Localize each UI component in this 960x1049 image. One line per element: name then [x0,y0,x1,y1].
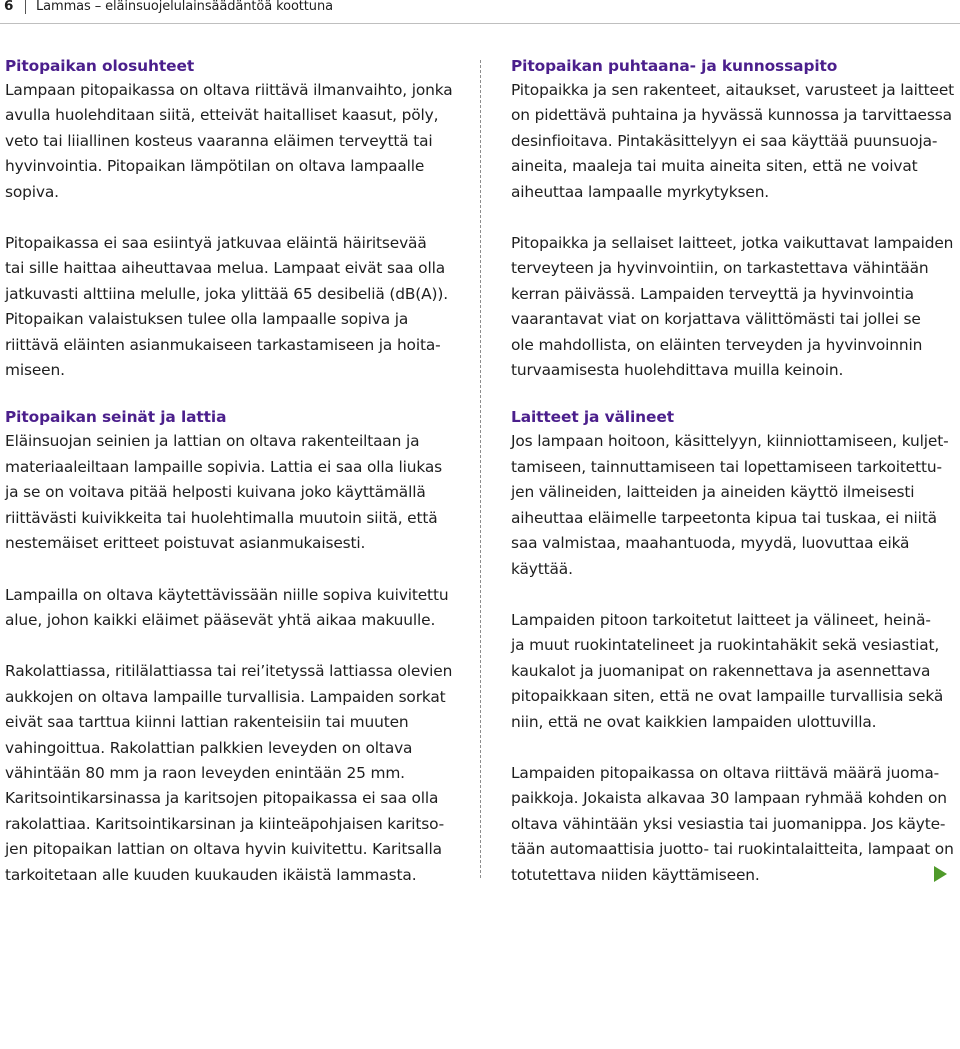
text-line: oltava vähintään yksi vesiastia tai juomanippa. Jos käyte- [511,814,946,833]
text-line: veto tai liiallinen kosteus vaaranna eläimen terveyttä tai [5,131,433,150]
paragraph [5,583,453,634]
right-column [511,58,959,888]
header-separator [25,0,26,14]
running-header [0,0,960,13]
text-line: kaukalot ja juomanipat on rakennettava ja asennettava [511,661,931,680]
section-heading: Pitopaikan seinät ja lattia [5,408,227,427]
text-line: ole mahdollista, on eläinten terveyden ja hyvinvoinnin [511,335,923,354]
text-line: aiheuttaa lampaalle myrkytyksen. [511,182,770,201]
text-line: on pidettävä puhtaina ja hyvässä kunnossa ja tarvittaessa [511,106,952,125]
text-line: nestemäiset eritteet poistuvat asianmukaisesti. [5,534,366,553]
paragraph [5,659,453,888]
text-line: Lampaiden pitoon tarkoitetut laitteet ja välineet, heinä- [511,610,931,629]
text-line: Lampaiden pitopaikassa on oltava riittävä määrä juoma- [511,763,940,782]
paragraph [511,78,959,205]
text-line: turvaamisesta huolehdittava muilla keinoin. [511,361,844,380]
paragraph [5,231,453,383]
text-line: jatkuvasti alttiina melulle, joka ylittää 65 desibeliä (dB(A)). [5,284,448,303]
left-column [5,58,453,888]
text-line: riittävästi kuivikkeita tai huolehtimalla muutoin siitä, että [5,508,438,527]
text-line: Rakolattiassa, ritilälattiassa tai rei’itetyssä lattiassa olevien [5,662,453,681]
text-line: Eläinsuojan seinien ja lattian on oltava rakenteiltaan ja [5,432,420,451]
column-divider [480,60,481,878]
text-line: Pitopaikassa ei saa esiintyä jatkuvaa eläintä häiritsevää [5,234,427,253]
text-line: avulla huolehditaan siitä, etteivät haitalliset kaasut, pöly, [5,106,439,125]
text-line: aineita, maaleja tai muita aineita siten, että ne voivat [511,157,918,176]
text-line: vahingoittua. Rakolattian palkkien leveyden on oltava [5,738,413,757]
header-rule [0,23,960,24]
text-line: saa valmistaa, maahantuoda, myydä, luovuttaa eikä [511,534,910,553]
text-line: paikkoja. Jokaista alkavaa 30 lampaan ryhmää kohden on [511,789,947,808]
continue-arrow-icon [934,866,947,882]
text-line: materiaaleiltaan lampaille sopivia. Lattia ei saa olla liukas [5,457,443,476]
text-line: riittävä eläinten asianmukaiseen tarkastamiseen ja hoita- [5,335,441,354]
text-line: tään automaattisia juotto- tai ruokintalaitteita, lampaat on [511,840,954,859]
text-line: totutettava niiden käyttämiseen. [511,865,760,884]
section-heading: Laitteet ja välineet [511,408,674,427]
text-line: eivät saa tarttua kiinni lattian rakenteisiin tai muuten [5,713,409,732]
publication-title: Lammas – eläinsuojelulainsäädäntöä koottuna [36,0,333,14]
text-line: Lampaan pitopaikassa on oltava riittävä ilmanvaihto, jonka [5,81,453,99]
text-line: alue, johon kaikki eläimet pääsevät yhtä aikaa makuulle. [5,610,436,629]
text-line: tai sille haittaa aiheuttavaa melua. Lampaat eivät saa olla [5,259,445,278]
text-line: ja muut ruokintatelineet ja ruokintahäkit sekä vesiastiat, [511,636,940,655]
text-line: vähintään 80 mm ja raon leveyden enintään 25 mm. [5,763,405,782]
text-line: tamiseen, tainnuttamiseen tai lopettamiseen tarkoitettu- [511,457,942,476]
text-line: kerran päivässä. Lampaiden terveyttä ja hyvinvointia [511,284,914,303]
text-line: Pitopaikka ja sen rakenteet, aitaukset, varusteet ja laitteet [511,81,955,99]
page-number: 6 [4,0,14,14]
section-heading: Pitopaikan olosuhteet [5,57,195,75]
text-line: Pitopaikka ja sellaiset laitteet, jotka vaikuttavat lampaiden [511,234,954,253]
paragraph [5,429,453,556]
text-line: tarkoitetaan alle kuuden kuukauden ikäistä lammasta. [5,865,417,884]
text-line: miseen. [5,361,65,380]
paragraph [511,608,959,735]
text-line: desinfioitava. Pintakäsittelyyn ei saa käyttää puunsuoja- [511,131,938,150]
paragraph [5,78,453,205]
text-line: niin, että ne ovat kaikkien lampaiden ulottuvilla. [511,712,877,731]
text-line: rakolattiaa. Karitsointikarsinan ja kiinteäpohjaisen karitso- [5,814,445,833]
text-line: vaarantavat viat on korjattava välittömästi tai jollei se [511,310,921,329]
text-line: käyttää. [511,559,573,578]
text-line: Pitopaikan valaistuksen tulee olla lampaalle sopiva ja [5,310,409,329]
text-line: Karitsointikarsinassa ja karitsojen pitopaikassa ei saa olla [5,789,439,808]
text-line: pitopaikkaan siten, että ne ovat lampaille turvallisia sekä [511,687,944,706]
text-line: aiheuttaa eläimelle tarpeetonta kipua tai tuskaa, ei niitä [511,508,937,527]
paragraph [511,231,959,383]
text-line: hyvinvointia. Pitopaikan lämpötilan on oltava lampaalle [5,157,425,176]
text-line: ja se on voitava pitää helposti kuivana joko käyttämällä [5,483,426,502]
text-line: aukkojen on oltava lampaille turvallisia. Lampaiden sorkat [5,687,446,706]
text-line: terveyteen ja hyvinvointiin, on tarkastettava vähintään [511,259,929,278]
text-line: sopiva. [5,182,59,201]
section-heading: Pitopaikan puhtaana- ja kunnossapito [511,57,838,75]
text-line: Lampailla on oltava käytettävissään niille sopiva kuivitettu [5,585,449,604]
paragraph [511,429,959,581]
text-line: Jos lampaan hoitoon, käsittelyyn, kiinniottamiseen, kuljet- [511,432,949,451]
text-line: jen välineiden, laitteiden ja aineiden käyttö ilmeisesti [511,483,915,502]
text-line: jen pitopaikan lattian on oltava hyvin kuivitettu. Karitsalla [5,840,442,859]
paragraph [511,761,959,888]
